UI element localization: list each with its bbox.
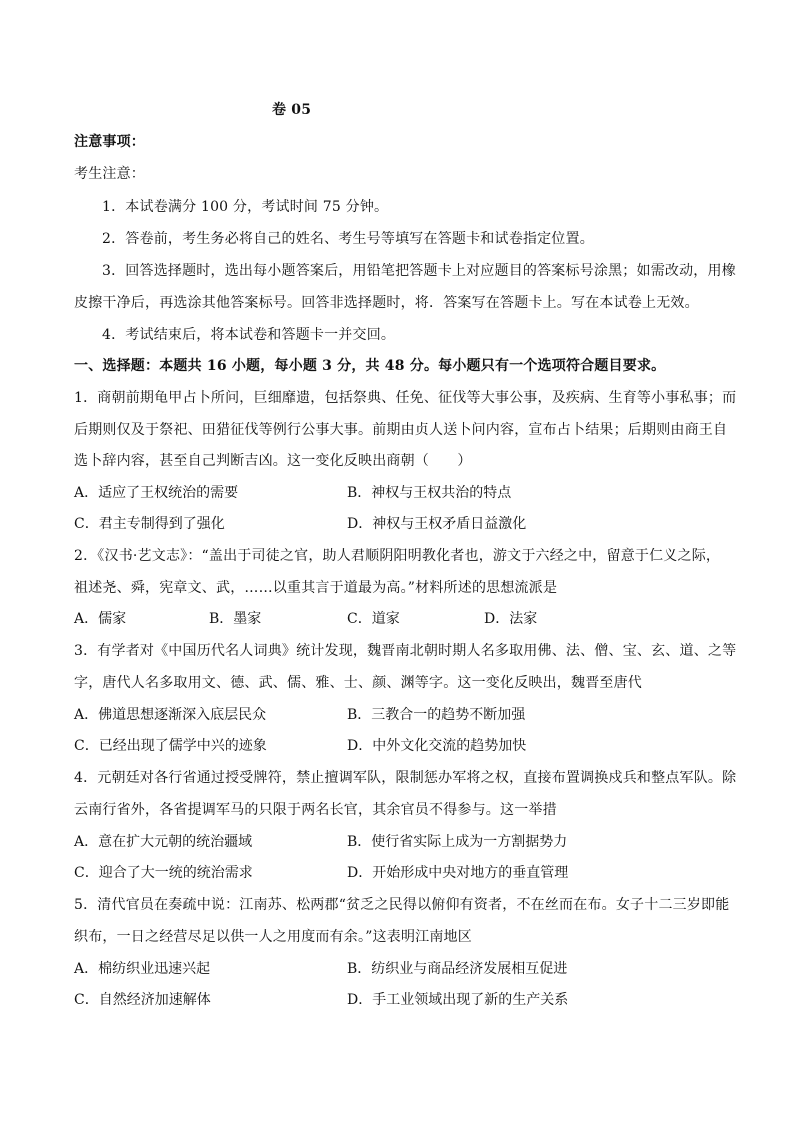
option-b: B．神权与王权共治的特点 (347, 485, 512, 501)
option-c: C．已经出现了儒学中兴的迹象 (74, 738, 267, 754)
option-c: C．迎合了大一统的统治需求 (74, 865, 253, 881)
option-b: B．三教合一的趋势不断加强 (347, 707, 526, 723)
option-d: D．开始形成中央对地方的垂直管理 (347, 865, 569, 881)
notice-item: 3．回答选择题时，选出每小题答案后，用铅笔把答题卡上对应题目的答案标号涂黑；如需改动，用橡 (102, 263, 736, 279)
notice-item: 1．本试卷满分 100 分，考试时间 75 分钟。 (102, 199, 389, 215)
option-a: A．意在扩大元朝的统治疆域 (74, 834, 253, 850)
option-a: A．适应了王权统治的需要 (74, 485, 239, 501)
question-stem-line: 字，唐代人名多取用文、德、武、儒、雅、士、颜、渊等字。这一变化反映出，魏晋至唐代 (74, 675, 642, 691)
notice-heading: 注意事项： (74, 134, 145, 150)
question-stem-line: 3．有学者对《中国历代名人词典》统计发现，魏晋南北朝时期人名多取用佛、法、僧、宝、玄、道、之等 (74, 643, 737, 659)
question-stem-line: 祖述尧、舜，宪章文、武，……以重其言于道最为高。”材料所述的思想流派是 (74, 580, 558, 596)
question-stem-line: 5．清代官员在奏疏中说：江南苏、松两郡“贫乏之民得以俯仰有资者，不在丝而在布。女子十二三岁即能 (74, 897, 730, 913)
paper-title: 卷 05 (272, 102, 312, 118)
question-stem-line: 4．元朝廷对各行省通过授受牌符，禁止擅调军队，限制惩办军将之权，直接布置调换戍兵和整点军队。除 (74, 770, 737, 786)
notice-item-continuation: 皮擦干净后，再选涂其他答案标号。回答非选择题时，将．答案写在答题卡上。写在本试卷上无效。 (74, 295, 699, 311)
notice-item: 2．答卷前，考生务必将自己的姓名、考生号等填写在答题卡和试卷指定位置。 (102, 231, 594, 247)
option-d: D．神权与王权矛盾日益激化 (347, 516, 527, 532)
option-a: A．佛道思想逐渐深入底层民众 (74, 707, 267, 723)
option-d: D．中外文化交流的趋势加快 (347, 738, 527, 754)
section-heading: 一、选择题：本题共 16 小题，每小题 3 分，共 48 分。每小题只有一个选项符合题目要求。 (74, 358, 666, 374)
option-c: C．君主专制得到了强化 (74, 516, 225, 532)
question-stem-line: 织布，一日之经营尽足以供一人之用度而有余。”这表明江南地区 (74, 929, 472, 945)
notice-intro: 考生注意： (74, 166, 145, 182)
option-d: D．法家 (484, 611, 538, 627)
option-b: B．使行省实际上成为一方割据势力 (347, 834, 568, 850)
question-stem-line: 选卜辞内容，甚至自己判断吉凶。这一变化反映出商朝（ ） (74, 453, 472, 469)
option-d: D．手工业领域出现了新的生产关系 (347, 992, 569, 1008)
question-stem-line: 云南行省外，各省提调军马的只限于两名长官，其余官员不得参与。这一举措 (74, 802, 557, 818)
option-b: B．墨家 (209, 611, 262, 627)
option-c: C．道家 (347, 611, 400, 627)
option-a: A．儒家 (74, 611, 127, 627)
option-a: A．棉纺织业迅速兴起 (74, 961, 211, 977)
question-stem-line: 2．《汉书·艺文志》：“盖出于司徒之官，助人君顺阴阳明教化者也，游文于六经之中，留意于仁义之际， (74, 548, 721, 564)
option-b: B．纺织业与商品经济发展相互促进 (347, 961, 568, 977)
question-stem-line: 后期则仅及于祭祀、田猎征伐等例行公事大事。前期由贞人送卜问内容，宣布占卜结果；后期则由商王自 (74, 422, 728, 438)
question-stem-line: 1．商朝前期龟甲占卜所问，巨细靡遗，包括祭典、任免、征伐等大事公事，及疾病、生育等小事私事；而 (74, 390, 737, 406)
notice-item: 4．考试结束后，将本试卷和答题卡一并交回。 (102, 327, 396, 343)
option-c: C．自然经济加速解体 (74, 992, 211, 1008)
